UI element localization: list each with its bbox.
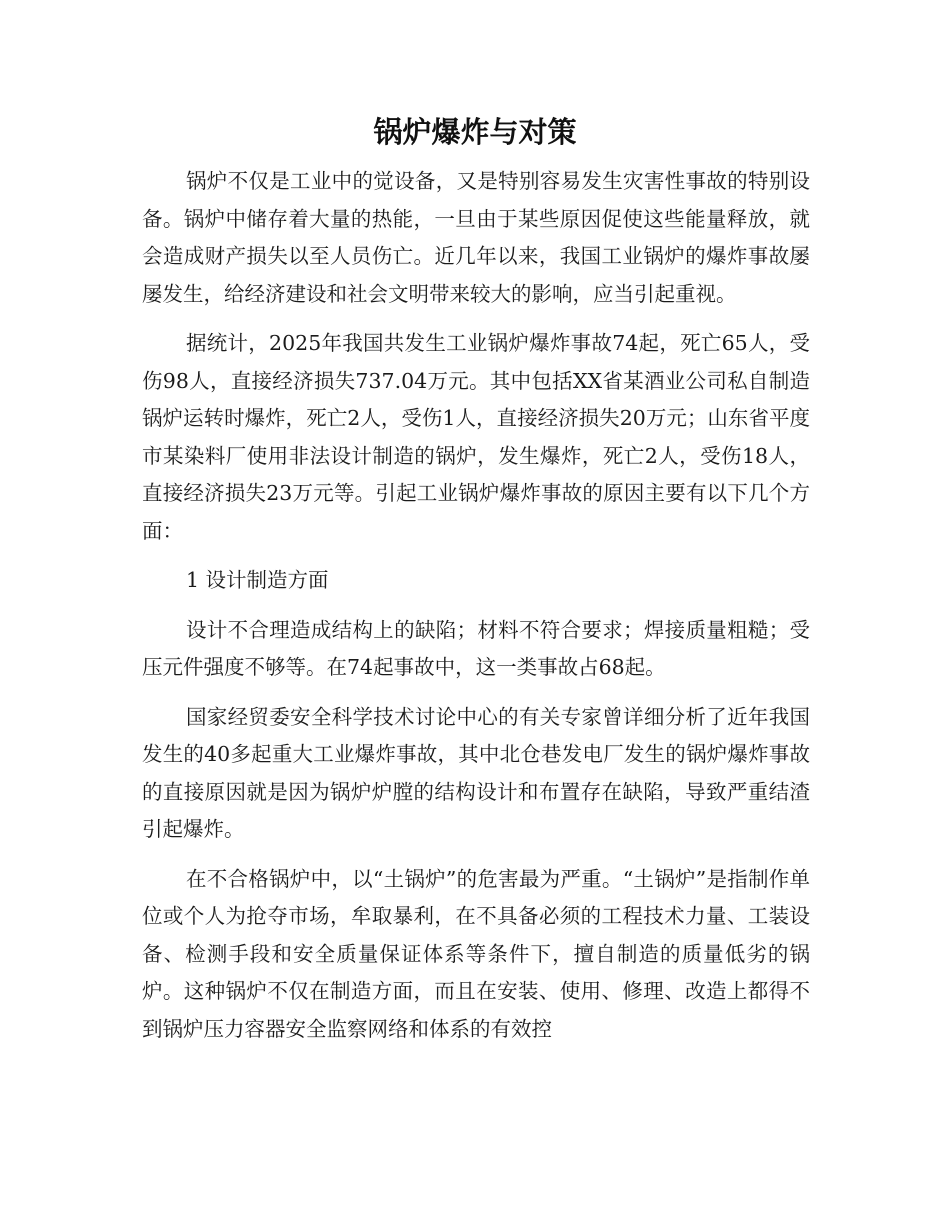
document-body: [142, 163, 810, 1060]
paragraph-intro: 锅炉不仅是工业中的觉设备，又是特别容易发生灾害性事故的特别设备。锅炉中储存着大量的热能，一旦由于某些原因促使这些能量释放，就会造成财产损失以至人员伤亡。近几年以来，我国工业锅炉的爆炸事故屡屡发生，给经济建设和社会文明带来较大的影响，应当引起重视。: [142, 169, 810, 306]
paragraph-expert-analysis: 国家经贸委安全科学技术讨论中心的有关专家曾详细分析了近年我国发生的40多起重大工业爆炸事故，其中北仓巷发电厂发生的锅炉爆炸事故的直接原因就是因为锅炉炉膛的结构设计和布置存在缺陷，导致严重结渣引起爆炸。: [142, 704, 810, 841]
paragraph-design-defects: 设计不合理造成结构上的缺陷；材料不符合要求；焊接质量粗糙；受压元件强度不够等。在74起事故中，这一类事故占68起。: [142, 617, 810, 679]
paragraph-tu-guolu: 在不合格锅炉中，以“土锅炉”的危害最为严重。“土锅炉”是指制作单位或个人为抢夺市场，牟取暴利，在不具备必须的工程技术力量、工装设备、检测手段和安全质量保证体系等条件下，擅自制造的质量低劣的锅炉。这种锅炉不仅在制造方面，而且在安装、使用、修理、改造上都得不到锅炉压力容器安全监察网络和体系的有效控: [142, 866, 810, 1041]
paragraph-statistics: 据统计，2025年我国共发生工业锅炉爆炸事故74起，死亡65人，受伤98人，直接经济损失737.04万元。其中包括XX省某酒业公司私自制造锅炉运转时爆炸，死亡2人，受伤1人，直接经济损失20万元；山东省平度市某染料厂使用非法设计制造的锅炉，发生爆炸，死亡2人，受伤18人，直接经济损失23万元等。引起工业锅炉爆炸事故的原因主要有以下几个方面：: [142, 331, 810, 543]
section-heading-design-manufacturing: 1 设计制造方面: [186, 568, 329, 592]
document-title: 锅炉爆炸与对策: [373, 115, 577, 149]
